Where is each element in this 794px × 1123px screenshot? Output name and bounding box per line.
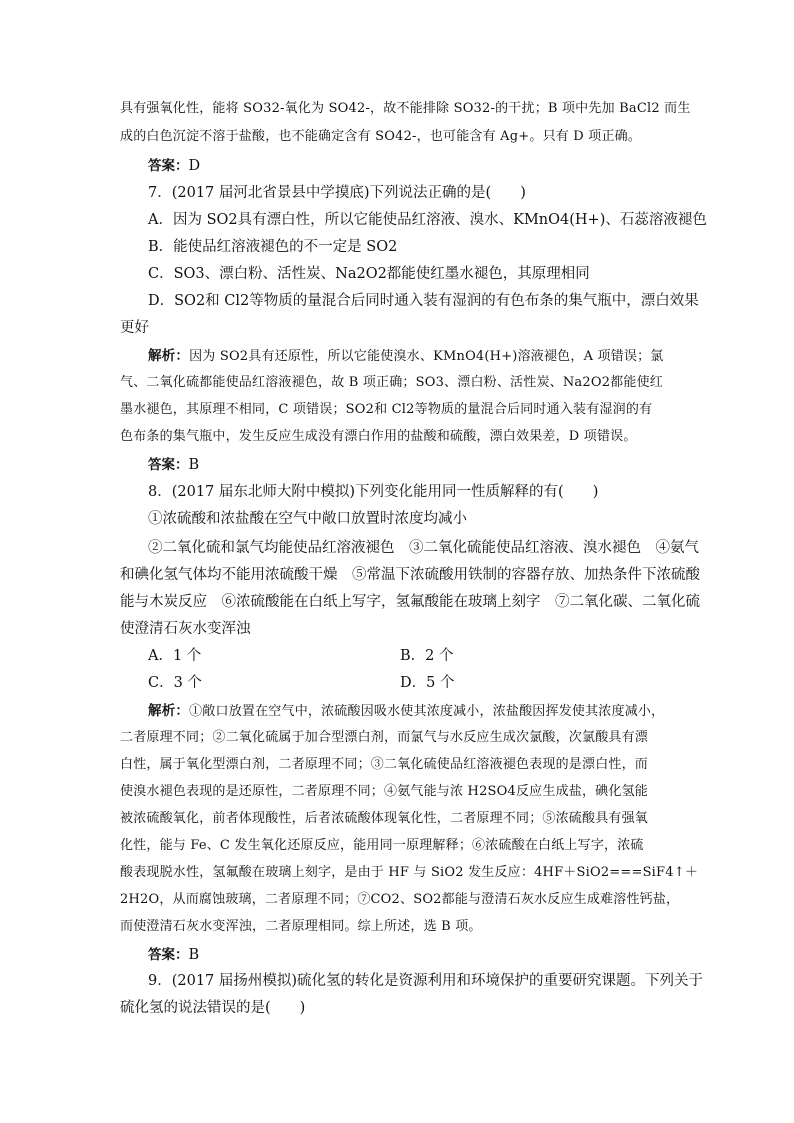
question-8-option-d: D．5 个 <box>400 675 455 691</box>
question-8-statement: ②二氧化硫和氯气均能使品红溶液褪色 ③二氧化硫能使品红溶液、溴水褪色 ④氨气 <box>148 540 699 556</box>
explanation-label: 解析： <box>148 348 190 364</box>
question-7-option-d: D．SO2和 Cl2等物质的量混合后同时通入装有湿润的有色布条的集气瓶中，漂白效果 <box>148 293 699 309</box>
question-7-option-d-cont: 更好 <box>120 320 149 336</box>
question-7-explanation <box>148 345 678 368</box>
answer-row <box>148 154 678 177</box>
answer-label: 答案： <box>148 947 189 963</box>
answer-value: B <box>188 947 200 963</box>
answer-label: 答案： <box>148 158 189 174</box>
question-8-statement: 使澄清石灰水变浑浊 <box>120 621 251 637</box>
explanation-line: 成的白色沉淀不溶于盐酸，也不能确定含有 SO42-，也可能含有 Ag+。只有 D 项正确。 <box>120 129 642 144</box>
question-8-option-a: A．1 个 <box>148 648 202 664</box>
explanation-line: 化性，能与 Fe、C 发生氧化还原反应，能用同一原理解释；⑥浓硫酸在白纸上写字，浓硫 <box>120 838 644 853</box>
explanation-text: 因为 SO2具有还原性，所以它能使溴水、KMnO4(H+)溶液褪色，A 项错误；氯 <box>189 349 664 364</box>
explanation-line: 被浓硫酸氧化，前者体现酸性，后者浓硫酸体现氧化性，二者原理不同；⑤浓硫酸具有强氧 <box>120 811 649 826</box>
question-7-option-a: A．因为 SO2具有漂白性，所以它能使品红溶液、溴水、KMnO4(H+)、石蕊溶液褪色 <box>148 212 707 228</box>
explanation-line: 白性，属于氧化型漂白剂，二者原理不同；③二氧化硫使品红溶液褪色表现的是漂白性，而 <box>120 757 649 772</box>
answer-row <box>148 453 678 476</box>
answer-label: 答案： <box>148 457 189 473</box>
question-9-stem: 9．(2017 届扬州模拟)硫化氢的转化是资源利用和环境保护的重要研究课题。下列关于 <box>148 973 704 989</box>
answer-row <box>148 943 678 966</box>
explanation-label: 解析： <box>148 703 190 719</box>
question-8-explanation <box>148 700 678 723</box>
question-8-option-b: B．2 个 <box>400 648 454 664</box>
question-8-statement: 能与木炭反应 ⑥浓硫酸能在白纸上写字，氢氟酸能在玻璃上刻字 ⑦二氧化碳、二氧化硫 <box>120 594 700 610</box>
explanation-line: 墨水褪色，其原理不相同，C 项错误；SO2和 Cl2等物质的量混合后同时通入装有湿润的有 <box>120 402 653 417</box>
explanation-line: 酸表现脱水性，氢氟酸在玻璃上刻字，是由于 HF 与 SiO2 发生反应：4HF＋SiO2===SiF4↑＋ <box>120 865 699 880</box>
question-9-stem-cont: 硫化氢的说法错误的是( ) <box>120 1000 306 1016</box>
explanation-line: 2H2O，从而腐蚀玻璃，二者原理不同；⑦CO2、SO2都能与澄清石灰水反应生成难溶性钙盐， <box>120 892 680 907</box>
explanation-line: 气、二氧化硫都能使品红溶液褪色，故 B 项正确；SO3、漂白粉、活性炭、Na2O2都能使红 <box>120 375 663 390</box>
explanation-line: 而使澄清石灰水变浑浊，二者原理相同。综上所述，选 B 项。 <box>120 919 482 934</box>
question-8-option-c: C．3 个 <box>148 675 202 691</box>
question-7-option-b: B．能使品红溶液褪色的不一定是 SO2 <box>148 239 398 255</box>
question-7-option-c: C．SO3、漂白粉、活性炭、Na2O2都能使红墨水褪色，其原理相同 <box>148 266 590 282</box>
question-7-stem: 7．(2017 届河北省景县中学摸底)下列说法正确的是( ) <box>148 185 526 201</box>
answer-value: D <box>188 158 201 174</box>
question-8-statement: 和碘化氢气体均不能用浓硫酸干燥 ⑤常温下浓硫酸用铁制的容器存放、加热条件下浓硫酸 <box>120 567 700 583</box>
explanation-line: 具有强氧化性，能将 SO32-氧化为 SO42-，故不能排除 SO32-的干扰；B 项中先加 BaCl2 而生 <box>120 101 691 116</box>
question-8-statement: ①浓硫酸和浓盐酸在空气中敞口放置时浓度均减小 <box>148 511 467 527</box>
answer-value: B <box>188 457 200 473</box>
explanation-line: 二者原理不同；②二氧化硫属于加合型漂白剂，而氯气与水反应生成次氯酸，次氯酸具有漂 <box>120 730 649 745</box>
explanation-line: 色布条的集气瓶中，发生反应生成没有漂白作用的盐酸和硫酸，漂白效果差，D 项错误。 <box>120 429 637 444</box>
explanation-text: ①敞口放置在空气中，浓硫酸因吸水使其浓度减小，浓盐酸因挥发使其浓度减小， <box>189 704 665 719</box>
explanation-line: 使溴水褪色表现的是还原性，二者原理不同；④氨气能与浓 H2SO4反应生成盐，碘化氢能 <box>120 784 648 799</box>
question-8-stem: 8．(2017 届东北师大附中模拟)下列变化能用同一性质解释的有( ) <box>148 484 599 500</box>
